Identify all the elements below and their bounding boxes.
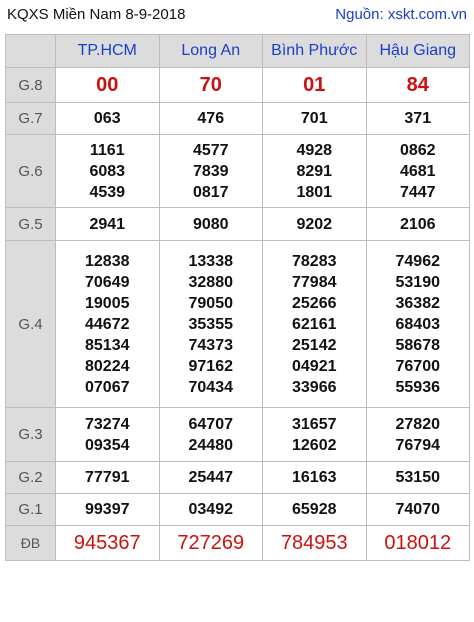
prize-cell xyxy=(366,241,470,408)
prize-number: 77984 xyxy=(292,273,337,291)
prize-cell xyxy=(56,103,160,135)
prize-cell xyxy=(159,462,263,494)
prize-number: 70434 xyxy=(188,378,233,396)
prize-cell xyxy=(366,208,470,241)
prize-cell xyxy=(366,135,470,208)
prize-cell xyxy=(159,241,263,408)
prize-cell xyxy=(56,241,160,408)
prize-number: 9080 xyxy=(192,215,229,233)
prize-number: 1161 xyxy=(89,141,125,159)
prize-number: 6083 xyxy=(89,162,126,180)
prize-number: 70 xyxy=(199,73,222,96)
prize-number: 12602 xyxy=(292,436,337,454)
prize-number: 4539 xyxy=(89,183,126,201)
prize-number: 12838 xyxy=(85,252,130,270)
prize-cell xyxy=(366,462,470,494)
prize-number: 64707 xyxy=(188,415,233,433)
prize-cell xyxy=(159,135,263,208)
prize-number: 74070 xyxy=(395,501,440,518)
prize-cell xyxy=(263,462,367,494)
province-header-row xyxy=(6,35,470,68)
prize-cell xyxy=(159,526,263,561)
prize-cell xyxy=(159,408,263,462)
prize-number: 77791 xyxy=(85,469,130,486)
prize-number: 04921 xyxy=(292,357,337,375)
prize-cell xyxy=(263,135,367,208)
prize-number: 4928 xyxy=(296,141,333,159)
province-header-tphcm[interactable]: TP.HCM xyxy=(56,35,160,68)
prize-number: 2106 xyxy=(399,215,436,233)
prize-cell xyxy=(56,408,160,462)
prize-row-g5 xyxy=(6,208,470,241)
prize-number: 19005 xyxy=(85,294,130,312)
province-header-long-an[interactable]: Long An xyxy=(159,35,263,68)
prize-number: 80224 xyxy=(85,357,130,375)
prize-number: 53150 xyxy=(395,469,440,486)
prize-cell xyxy=(263,494,367,526)
prize-number: 25266 xyxy=(292,294,337,312)
prize-number: 33966 xyxy=(292,378,337,396)
prize-cell xyxy=(366,408,470,462)
prize-number: 44672 xyxy=(85,315,130,333)
prize-number: 2941 xyxy=(89,215,126,233)
prize-number: 31657 xyxy=(292,415,337,433)
prize-number: 16163 xyxy=(292,469,337,486)
province-header-hau-giang[interactable]: Hậu Giang xyxy=(366,35,470,68)
prize-cell xyxy=(159,68,263,103)
prize-body xyxy=(6,68,470,561)
prize-cell xyxy=(56,494,160,526)
prize-number: 4577 xyxy=(192,141,229,159)
lottery-results-sheet xyxy=(5,0,469,561)
prize-cell xyxy=(263,408,367,462)
prize-label: G.6 xyxy=(6,135,56,208)
prize-number: 03492 xyxy=(188,501,233,518)
prize-cell xyxy=(366,103,470,135)
prize-number: 73274 xyxy=(85,415,130,433)
prize-number: 65928 xyxy=(292,501,337,518)
prize-number: 84 xyxy=(406,73,429,96)
prize-number: 4681 xyxy=(399,162,436,180)
prize-label: G.7 xyxy=(6,103,56,135)
prize-cell xyxy=(263,68,367,103)
page-title: KQXS Miền Nam 8-9-2018 xyxy=(7,6,186,23)
prize-label: ĐB xyxy=(6,526,56,561)
prize-number: 371 xyxy=(404,110,432,127)
prize-label: G.8 xyxy=(6,68,56,103)
prize-number: 85134 xyxy=(85,336,130,354)
prize-number: 018012 xyxy=(384,531,452,554)
prize-row-special xyxy=(6,526,470,561)
prize-cell xyxy=(159,103,263,135)
prize-number: 55936 xyxy=(395,378,440,396)
prize-number: 99397 xyxy=(85,501,130,518)
prize-number: 0817 xyxy=(192,183,229,201)
prize-label: G.1 xyxy=(6,494,56,526)
prize-number: 27820 xyxy=(395,415,440,433)
province-header-binh-phuoc[interactable]: Bình Phước xyxy=(263,35,367,68)
prize-cell xyxy=(263,241,367,408)
prize-cell xyxy=(56,462,160,494)
prize-number: 01 xyxy=(303,73,326,96)
prize-label: G.3 xyxy=(6,408,56,462)
prize-number: 09354 xyxy=(85,436,130,454)
results-table xyxy=(5,34,470,561)
prize-row-g7 xyxy=(6,103,470,135)
prize-number: 58678 xyxy=(395,336,440,354)
prize-number: 784953 xyxy=(280,531,348,554)
prize-cell xyxy=(366,526,470,561)
prize-number: 78283 xyxy=(292,252,337,270)
prize-number: 62161 xyxy=(292,315,337,333)
prize-number: 53190 xyxy=(395,273,440,291)
prize-cell xyxy=(159,494,263,526)
prize-number: 7447 xyxy=(399,183,436,201)
prize-number: 1801 xyxy=(296,183,333,201)
prize-cell xyxy=(56,68,160,103)
prize-row-g2 xyxy=(6,462,470,494)
prize-number: 70649 xyxy=(85,273,130,291)
prize-row-g8 xyxy=(6,68,470,103)
prize-row-g4 xyxy=(6,241,470,408)
prize-number: 00 xyxy=(96,73,119,96)
prize-cell xyxy=(366,494,470,526)
prize-number: 74373 xyxy=(188,336,233,354)
prize-number: 727269 xyxy=(177,531,245,554)
prize-row-g1 xyxy=(6,494,470,526)
prize-number: 476 xyxy=(197,110,225,127)
prize-row-g3 xyxy=(6,408,470,462)
prize-cell xyxy=(56,208,160,241)
prize-number: 25447 xyxy=(188,469,233,486)
prize-number: 9202 xyxy=(296,215,333,233)
prize-cell xyxy=(263,526,367,561)
prize-number: 36382 xyxy=(395,294,440,312)
prize-label: G.2 xyxy=(6,462,56,494)
prize-label: G.4 xyxy=(6,241,56,408)
prize-number: 32880 xyxy=(188,273,233,291)
prize-cell xyxy=(263,208,367,241)
prize-number: 13338 xyxy=(188,252,233,270)
prize-label: G.5 xyxy=(6,208,56,241)
prize-cell xyxy=(366,68,470,103)
prize-number: 063 xyxy=(93,110,121,127)
prize-number: 701 xyxy=(300,110,328,127)
source-link[interactable]: Nguồn: xskt.com.vn xyxy=(335,6,467,23)
prize-number: 7839 xyxy=(192,162,229,180)
prize-row-g6 xyxy=(6,135,470,208)
prize-number: 35355 xyxy=(188,315,233,333)
prize-cell xyxy=(56,135,160,208)
prize-number: 74962 xyxy=(395,252,440,270)
prize-number: 76700 xyxy=(395,357,440,375)
prize-cell xyxy=(56,526,160,561)
prize-number: 97162 xyxy=(188,357,233,375)
prize-number: 8291 xyxy=(296,162,333,180)
prize-number: 0862 xyxy=(399,141,436,159)
header-corner xyxy=(6,35,56,68)
prize-number: 945367 xyxy=(73,531,141,554)
prize-number: 07067 xyxy=(85,378,130,396)
prize-cell xyxy=(263,103,367,135)
top-bar xyxy=(5,0,469,34)
prize-cell xyxy=(159,208,263,241)
prize-number: 24480 xyxy=(188,436,233,454)
prize-number: 79050 xyxy=(188,294,233,312)
prize-number: 68403 xyxy=(395,315,440,333)
prize-number: 25142 xyxy=(292,336,337,354)
prize-number: 76794 xyxy=(395,436,440,454)
